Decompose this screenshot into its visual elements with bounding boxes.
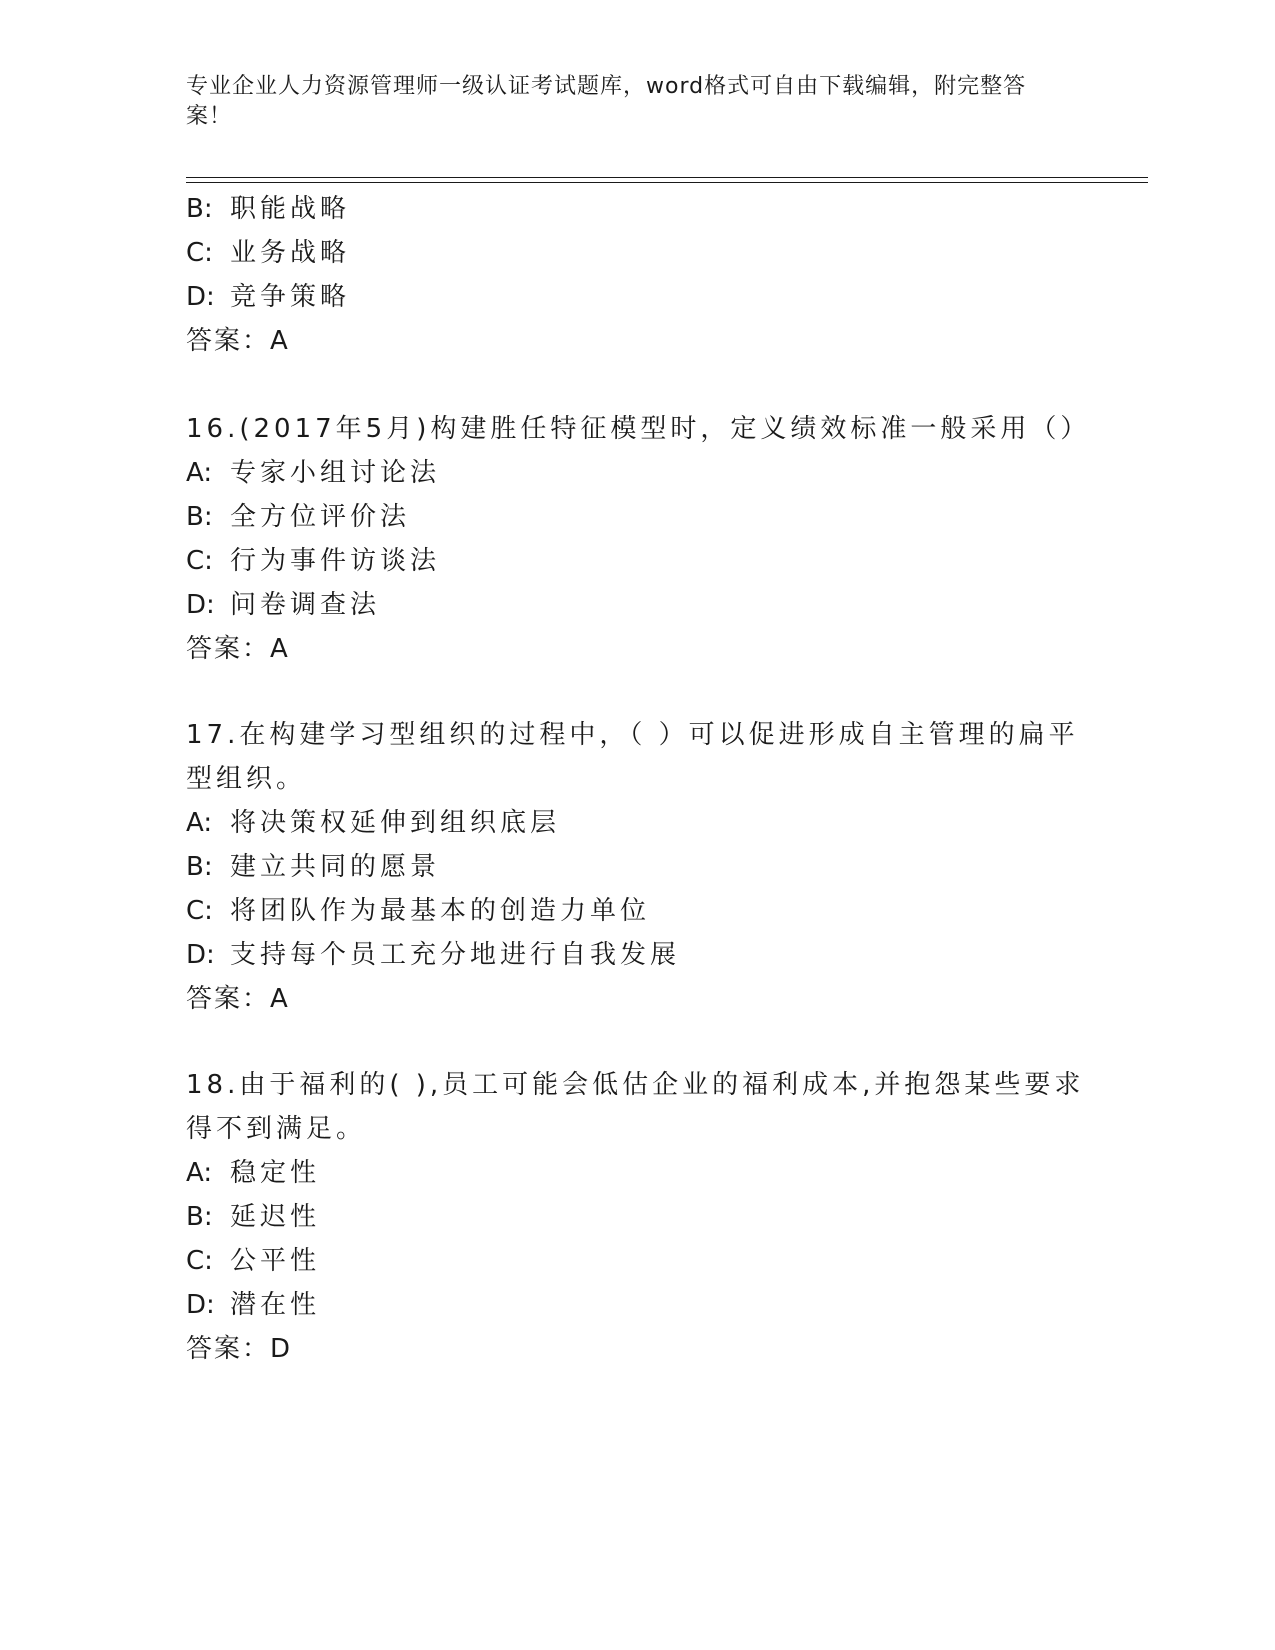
q16-answer: 答案：A — [186, 634, 290, 664]
option-text: 建立共同的愿景 — [230, 852, 441, 882]
option-letter: B: — [186, 852, 213, 882]
option-text: 全方位评价法 — [230, 502, 411, 532]
option-text: 职能战略 — [230, 194, 351, 224]
option-text: 竞争策略 — [230, 282, 351, 312]
option-text: 支持每个员工充分地进行自我发展 — [230, 940, 681, 970]
q16-option-d — [186, 588, 380, 622]
option-letter: A: — [186, 458, 213, 488]
option-letter: B: — [186, 502, 213, 532]
header-divider-top — [186, 177, 1148, 178]
option-letter: C: — [186, 546, 213, 576]
q18-option-c — [186, 1244, 320, 1278]
option-letter: D: — [186, 590, 215, 620]
q17-option-d — [186, 938, 680, 972]
option-text: 稳定性 — [230, 1158, 321, 1188]
q18-option-d — [186, 1288, 320, 1322]
option-text: 问卷调查法 — [230, 590, 381, 620]
option-letter: A: — [186, 1158, 213, 1188]
page-header: 专业企业人力资源管理师一级认证考试题库，word格式可自由下载编辑，附完整答案！ — [186, 74, 1027, 129]
option-letter: C: — [186, 896, 213, 926]
q17-option-a — [186, 806, 560, 840]
option-text: 公平性 — [230, 1246, 321, 1276]
q18-stem-line1: 18.由于福利的( ),员工可能会低估企业的福利成本,并抱怨某些要求 — [186, 1070, 1085, 1100]
q18-answer: 答案：D — [186, 1334, 293, 1364]
option-letter: C: — [186, 1246, 213, 1276]
q16-stem: 16.(2017年5月)构建胜任特征模型时，定义绩效标准一般采用（） — [186, 414, 1091, 444]
q17-stem-line2: 型组织。 — [186, 764, 307, 794]
q18-option-a — [186, 1156, 320, 1190]
q15-option-c — [186, 236, 350, 270]
option-letter: D: — [186, 940, 215, 970]
q15-option-d — [186, 280, 350, 314]
q17-option-b — [186, 850, 440, 884]
option-text: 潜在性 — [230, 1290, 321, 1320]
q17-answer: 答案：A — [186, 984, 290, 1014]
q17-stem-line1: 17.在构建学习型组织的过程中，（ ）可以促进形成自主管理的扁平 — [186, 720, 1079, 750]
option-text: 业务战略 — [230, 238, 351, 268]
q18-stem-line2: 得不到满足。 — [186, 1114, 367, 1144]
option-letter: B: — [186, 1202, 213, 1232]
q18-option-b — [186, 1200, 320, 1234]
option-letter: C: — [186, 238, 213, 268]
q16-option-b — [186, 500, 410, 534]
option-text: 延迟性 — [230, 1202, 321, 1232]
q16-option-a — [186, 456, 440, 490]
option-letter: B: — [186, 194, 213, 224]
option-letter: A: — [186, 808, 213, 838]
header-divider-bottom — [186, 182, 1148, 183]
option-text: 行为事件访谈法 — [230, 546, 441, 576]
option-letter: D: — [186, 282, 215, 312]
q17-option-c — [186, 894, 650, 928]
option-text: 将决策权延伸到组织底层 — [230, 808, 561, 838]
option-letter: D: — [186, 1290, 215, 1320]
q16-option-c — [186, 544, 440, 578]
option-text: 专家小组讨论法 — [230, 458, 441, 488]
q15-option-b — [186, 192, 350, 226]
option-text: 将团队作为最基本的创造力单位 — [230, 896, 651, 926]
q15-answer: 答案：A — [186, 326, 290, 356]
